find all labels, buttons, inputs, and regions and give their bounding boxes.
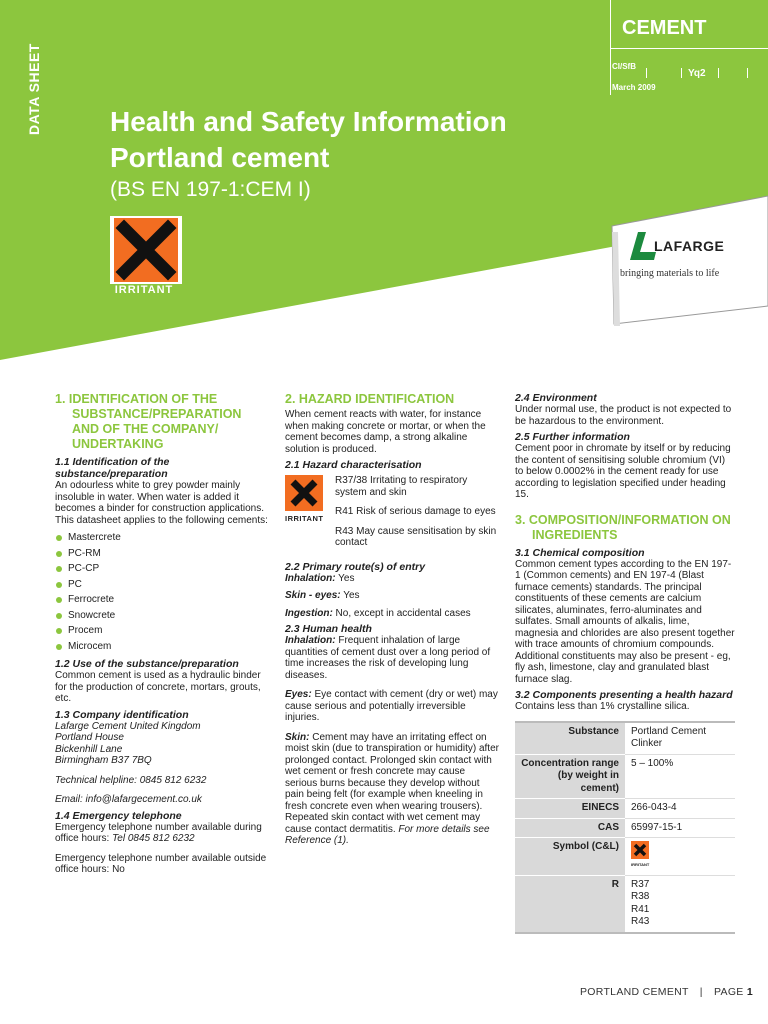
footer-page-label: PAGE	[714, 986, 744, 998]
subsection-heading: 2.3 Human health	[285, 623, 372, 635]
health-key: Skin:	[285, 731, 310, 743]
section-heading: 1. IDENTIFICATION OF THE SUBSTANCE/PREPARATION AND OF THE COMPANY/ UNDERTAKING	[55, 392, 242, 451]
subsection-heading: 1.2 Use of the substance/preparation	[55, 658, 239, 670]
cisfb-tick	[718, 68, 719, 78]
paragraph: Contains less than 1% crystalline silica.	[515, 701, 690, 712]
address-line: Birmingham B37 7BQ	[55, 755, 152, 766]
table-key: Substance	[515, 722, 625, 755]
r-phrase: R37/38 Irritating to respiratory system and skin	[335, 475, 468, 498]
irritant-symbol	[631, 841, 729, 872]
health-key: Eyes:	[285, 689, 312, 700]
table-key: Concentration range (by weight in cement)	[515, 754, 625, 799]
r-code: R41	[631, 903, 650, 915]
helpline: Technical helpline: 0845 812 6232	[55, 774, 207, 786]
components-table	[515, 721, 735, 934]
product-category: CEMENT	[622, 17, 707, 39]
emergency-phone: Tel 0845 812 6232	[112, 833, 195, 844]
title-line: Health and Safety Information	[110, 106, 507, 137]
paragraph: Common cement types according to the EN 197-1 (Common cements) and EN 197-4 (Blast furnace cements) standards. The principal constituents of these cements are calcium silicates, aluminates, ferro-aluminates and sulfates. Small amounts of alkalis, lime, magnesia and chlorides are also present together with trace amounts of chromium compounds. Additional constituents may also be present - eg, fly ash, limestone, clay and granulated blast furnace slag.	[515, 558, 735, 685]
reference-note: For more details see Reference (1).	[285, 823, 490, 846]
list-item: PC	[55, 577, 270, 593]
subsection-heading: 2.1 Hazard characterisation	[285, 459, 422, 471]
paragraph: When cement reacts with water, for instance when making concrete or mortar, or when the cement becomes damp, a strong alkaline solution is produced.	[285, 409, 486, 455]
route-value: Yes	[340, 590, 360, 601]
irritant-symbol	[110, 216, 182, 284]
irritant-label: IRRITANT	[114, 284, 174, 296]
paragraph	[55, 822, 270, 845]
footer-separator: |	[699, 986, 703, 998]
health-eyes	[285, 689, 500, 724]
table-value	[625, 875, 735, 933]
table-row	[515, 754, 735, 799]
lafarge-l-icon	[630, 232, 656, 260]
route-skin	[285, 590, 500, 602]
page-number: 1	[746, 986, 753, 998]
column-composition	[515, 392, 735, 934]
r-phrase: R41 Risk of serious damage to eyes	[335, 506, 496, 517]
route-inhalation	[285, 573, 500, 585]
address-line: Portland House	[55, 732, 124, 743]
data-sheet-tag: DATA SHEET	[26, 43, 42, 135]
list-item: Mastercrete	[55, 530, 270, 546]
route-key: Inhalation:	[285, 572, 336, 584]
address-line: Bickenhill Lane	[55, 743, 123, 755]
paragraph: Cement poor in chromate by itself or by reducing the content of sensitising soluble chromium (VI) to below 0.0002% in the cement ready for use according to legislation specified under heading 15.	[515, 443, 731, 500]
page-subtitle: (BS EN 197-1:CEM I)	[110, 178, 311, 201]
emergency-text: Emergency telephone number available during office hours:	[55, 821, 262, 844]
x-cross-icon	[631, 841, 649, 859]
subsection-heading: 3.2 Components presenting a health hazard	[515, 689, 733, 701]
table-value: 65997-15-1	[625, 818, 735, 838]
r-code: R43	[631, 916, 650, 927]
table-value: 266-043-4	[625, 799, 735, 819]
subsection-heading: 1.4 Emergency telephone	[55, 809, 182, 822]
r-code: R38	[631, 891, 650, 902]
table-value: 5 – 100%	[625, 754, 735, 799]
irritant-symbol	[285, 475, 329, 525]
list-item: Microcem	[55, 639, 270, 655]
health-skin	[285, 732, 500, 847]
logo-wordmark: LAFARGE	[654, 238, 725, 254]
table-key: CAS	[515, 818, 625, 838]
table-row	[515, 818, 735, 838]
paragraph: Emergency telephone number available outside office hours: No	[55, 852, 267, 875]
route-ingestion	[285, 608, 500, 620]
email-link[interactable]: Email: info@lafargecement.co.uk	[55, 794, 202, 805]
subsection-heading: 2.5 Further information	[515, 431, 630, 443]
table-row	[515, 875, 735, 933]
x-cross-icon	[285, 475, 323, 511]
company-address	[55, 721, 270, 767]
health-value: Eye contact with cement (dry or wet) may cause serious and potentially irreversible injuries.	[285, 689, 498, 723]
cisfb-code: Yq2	[688, 68, 706, 79]
table-key: R	[515, 875, 625, 933]
x-cross-icon	[114, 218, 178, 282]
footer-doc-name: PORTLAND CEMENT	[580, 986, 689, 998]
list-item: PC-CP	[55, 561, 270, 577]
table-value: Portland Cement Clinker	[625, 722, 735, 755]
subsection-heading: 1.3 Company identification	[55, 708, 189, 721]
health-key: Inhalation:	[285, 635, 336, 646]
health-value: Frequent inhalation of large quantities of cement dust over a long period of time increases the risk of developing lung diseases.	[285, 635, 491, 681]
list-item: Ferrocrete	[55, 592, 270, 608]
paragraph: Common cement is used as a hydraulic binder for the production of concrete, mortars, grouts, etc.	[55, 670, 261, 704]
route-value: Yes	[335, 572, 355, 584]
hazard-characterisation	[285, 475, 500, 557]
table-value	[625, 838, 735, 876]
list-item: Snowcrete	[55, 608, 270, 624]
irritant-label: IRRITANT	[631, 862, 650, 867]
health-inhalation	[285, 635, 500, 681]
column-hazard	[285, 392, 500, 851]
list-item: PC-RM	[55, 546, 270, 562]
table-key: EINECS	[515, 799, 625, 819]
page-title	[110, 104, 507, 176]
title-line: Portland cement	[110, 142, 330, 173]
r-phrase-list	[329, 475, 500, 557]
table-row	[515, 722, 735, 755]
cisfb-tick	[646, 68, 647, 78]
table-row	[515, 838, 735, 876]
route-key: Ingestion:	[285, 607, 333, 619]
paragraph: Under normal use, the product is not expected to be hazardous to the environment.	[515, 404, 732, 427]
paragraph: An odourless white to grey powder mainly insoluble in water. When water is added it becomes a binder for construction applications. This datasheet applies to the following cements:	[55, 480, 268, 526]
r-phrase: R43 May cause sensitisation by skin contact	[335, 525, 497, 548]
route-key: Skin - eyes:	[285, 590, 341, 601]
table-key: Symbol (C&L)	[515, 838, 625, 876]
subsection-heading: 2.4 Environment	[515, 392, 597, 404]
column-identification	[55, 392, 270, 880]
subsection-heading: 3.1 Chemical composition	[515, 546, 645, 559]
irritant-label: IRRITANT	[285, 514, 324, 523]
section-heading: 2. HAZARD IDENTIFICATION	[285, 392, 455, 406]
cisfb-label: CI/SfB	[612, 62, 636, 71]
subsection-heading: 1.1 Identification of the substance/preparation	[55, 456, 170, 480]
page-footer	[580, 986, 753, 998]
issue-date: March 2009	[612, 83, 656, 92]
list-item: Procem	[55, 623, 270, 639]
section-heading: 3. COMPOSITION/INFORMATION ON INGREDIENTS	[515, 512, 731, 542]
subsection-heading: 2.2 Primary route(s) of entry	[285, 560, 426, 573]
cement-list	[55, 530, 270, 654]
logo-tagline: bringing materials to life	[620, 268, 720, 279]
route-value: No, except in accidental cases	[332, 607, 471, 619]
r-code: R37	[631, 878, 650, 890]
header-rule	[610, 48, 768, 49]
table-row	[515, 799, 735, 819]
cisfb-tick	[747, 68, 748, 78]
cisfb-tick	[681, 68, 682, 78]
address-line: Lafarge Cement United Kingdom	[55, 720, 201, 732]
health-value: Cement may have an irritating effect on moist skin (due to transpiration or humidity) after prolonged contact. Prolonged skin contact with wet cement or fresh concrete may cause serious burns because they develop without pain being felt (for example when kneeling in fresh concrete even when wearing trousers). Repeated skin contact with wet cement may cause contact dermatitis.	[285, 731, 499, 835]
